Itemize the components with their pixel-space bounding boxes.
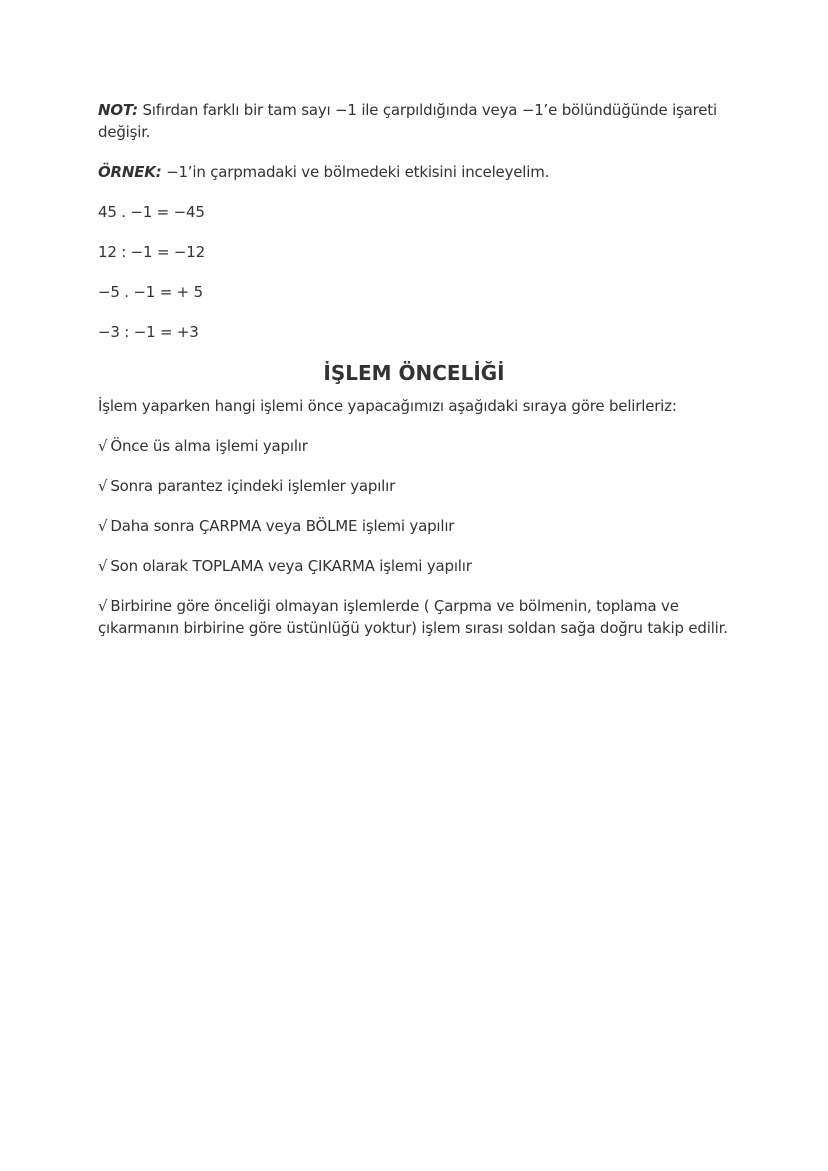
check-icon: √: [98, 437, 108, 455]
example-text: −1’in çarpmadaki ve bölmedeki etkisini inceleyelim.: [161, 163, 550, 181]
equation-1: 45 . −1 = −45: [98, 203, 205, 221]
check-icon: √: [98, 477, 108, 495]
document-page: [98, 99, 730, 657]
section-intro: İşlem yaparken hangi işlemi önce yapacağımızı aşağıdaki sıraya göre belirleriz:: [98, 397, 677, 415]
equation-4: −3 : −1 = +3: [98, 323, 199, 341]
rule-item-3: [98, 515, 730, 537]
check-icon: √: [98, 597, 108, 615]
equation-2: 12 : −1 = −12: [98, 243, 205, 261]
check-icon: √: [98, 517, 108, 535]
example-label: ÖRNEK:: [98, 163, 162, 181]
section-title: İŞLEM ÖNCELİĞİ: [323, 361, 505, 385]
equation-3: −5 . −1 = + 5: [98, 283, 203, 301]
check-icon: √: [98, 557, 108, 575]
note-paragraph: [98, 99, 730, 143]
rule-text: Birbirine göre önceliği olmayan işlemlerde ( Çarpma ve bölmenin, toplama ve çıkarmanın birbirine göre üstünlüğü yoktur) işlem sırası soldan sağa doğru takip edilir.: [98, 597, 728, 637]
rule-item-1: [98, 435, 730, 457]
rule-text: Önce üs alma işlemi yapılır: [110, 437, 308, 455]
note-label: NOT:: [98, 101, 138, 119]
rule-text: Daha sonra ÇARPMA veya BÖLME işlemi yapılır: [110, 517, 455, 535]
rule-text: Sonra parantez içindeki işlemler yapılır: [110, 477, 396, 495]
rule-text: Son olarak TOPLAMA veya ÇIKARMA işlemi yapılır: [110, 557, 472, 575]
rule-item-2: [98, 475, 730, 497]
rule-item-5: [98, 595, 730, 639]
example-paragraph: [98, 161, 730, 183]
note-text: Sıfırdan farklı bir tam sayı −1 ile çarpıldığında veya −1’e bölündüğünde işareti değişir.: [98, 101, 717, 141]
rule-item-4: [98, 555, 730, 577]
